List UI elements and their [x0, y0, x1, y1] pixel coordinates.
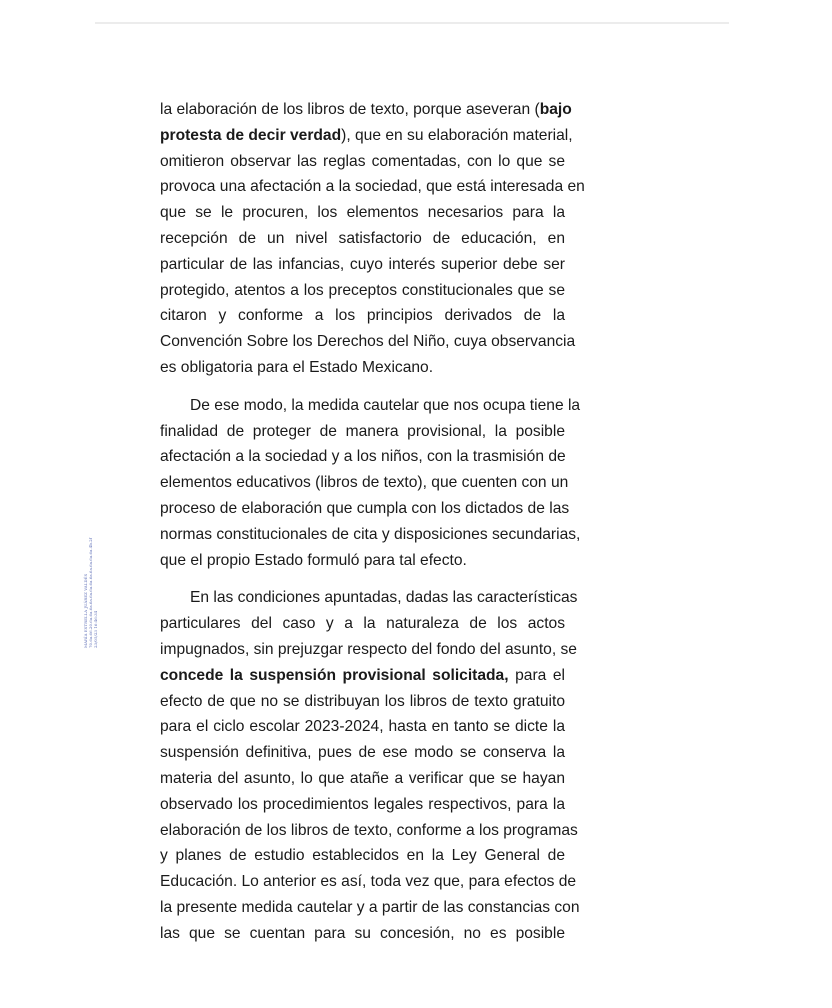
paragraph-1	[160, 97, 585, 381]
text-line: concede la suspensión provisional solicitada, para el	[160, 666, 566, 684]
document-body	[160, 97, 585, 947]
text-line: que se le procuren, los elementos necesarios para la	[160, 204, 565, 222]
text-line: observado los procedimientos legales respectivos, para la	[160, 795, 565, 813]
paragraph-2	[160, 393, 581, 574]
text-line: efecto de que no se distribuyan los libros de texto gratuito	[160, 692, 565, 710]
text-line: provoca una afectación a la sociedad, que está interesada en	[160, 178, 585, 196]
stamp-line: MARÍA ESTRELLA JUÁREZ VALDÉS	[83, 573, 88, 648]
text-line: De ese modo, la medida cautelar que nos ocupa tiene la	[190, 396, 581, 414]
text-line: particular de las infancias, cuyo interés superior debe ser	[160, 255, 565, 273]
text-line: omitieron observar las reglas comentadas, con lo que se	[160, 152, 565, 170]
text-line: materia del asunto, lo que atañe a verificar que se hayan	[160, 769, 565, 787]
text-line: citaron y conforme a los principios derivados de la	[160, 307, 565, 325]
paragraph-3	[160, 585, 580, 946]
text-line: elaboración de los libros de texto, conforme a los programas	[160, 821, 578, 839]
text-line: afectación a la sociedad y a los niños, con la trasmisión de	[160, 448, 566, 466]
text-line: impugnados, sin prejuzgar respecto del fondo del asunto, se	[160, 640, 577, 658]
stamp-line: 70.6a.66.20.6a.6a.6a.6a.6a.6a.6a.6a.6a.6a.6a.6a.4b.2f	[88, 537, 93, 648]
text-line: protegido, atentos a los preceptos constitucionales que se	[160, 281, 565, 299]
text-line: la elaboración de los libros de texto, porque aseveran (bajo	[160, 101, 572, 118]
bold-text: protesta de decir verdad	[160, 126, 342, 144]
text-line: elementos educativos (libros de texto), que cuenten con un	[160, 474, 569, 492]
bold-text: bajo	[539, 101, 572, 118]
text-line: normas constitucionales de cita y disposiciones secundarias,	[160, 525, 581, 543]
text-line: Convención Sobre los Derechos del Niño, cuya observancia	[160, 333, 576, 351]
text-line: proceso de elaboración que cumpla con los dictados de las	[160, 499, 570, 517]
electronic-signature-stamp	[83, 513, 127, 648]
text-line: suspensión definitiva, pues de ese modo se conserva la	[160, 744, 565, 762]
text-line: finalidad de proteger de manera provisional, la posible	[160, 422, 565, 440]
bold-text: concede la suspensión provisional solicitada,	[160, 666, 509, 684]
text-line: es obligatoria para el Estado Mexicano.	[160, 358, 434, 376]
text-line: particulares del caso y a la naturaleza de los actos	[160, 615, 565, 633]
page-top-rule	[95, 22, 729, 24]
text-line: protesta de decir verdad), que en su elaboración material,	[160, 126, 573, 144]
text-line: recepción de un nivel satisfactorio de educación, en	[160, 229, 565, 247]
text-line: En las condiciones apuntadas, dadas las características	[190, 589, 578, 607]
text-line: y planes de estudio establecidos en la Ley General de	[160, 847, 565, 865]
text-line: Educación. Lo anterior es así, toda vez que, para efectos de	[160, 873, 577, 891]
text-line: la presente medida cautelar y a partir de las constancias con	[160, 898, 580, 916]
text-line: que el propio Estado formuló para tal efecto.	[160, 551, 467, 569]
text-line: para el ciclo escolar 2023-2024, hasta en tanto se dicte la	[160, 718, 565, 736]
text-line: las que se cuentan para su concesión, no es posible	[160, 924, 565, 942]
stamp-line: 23/05/23 16:46:34	[93, 610, 98, 648]
